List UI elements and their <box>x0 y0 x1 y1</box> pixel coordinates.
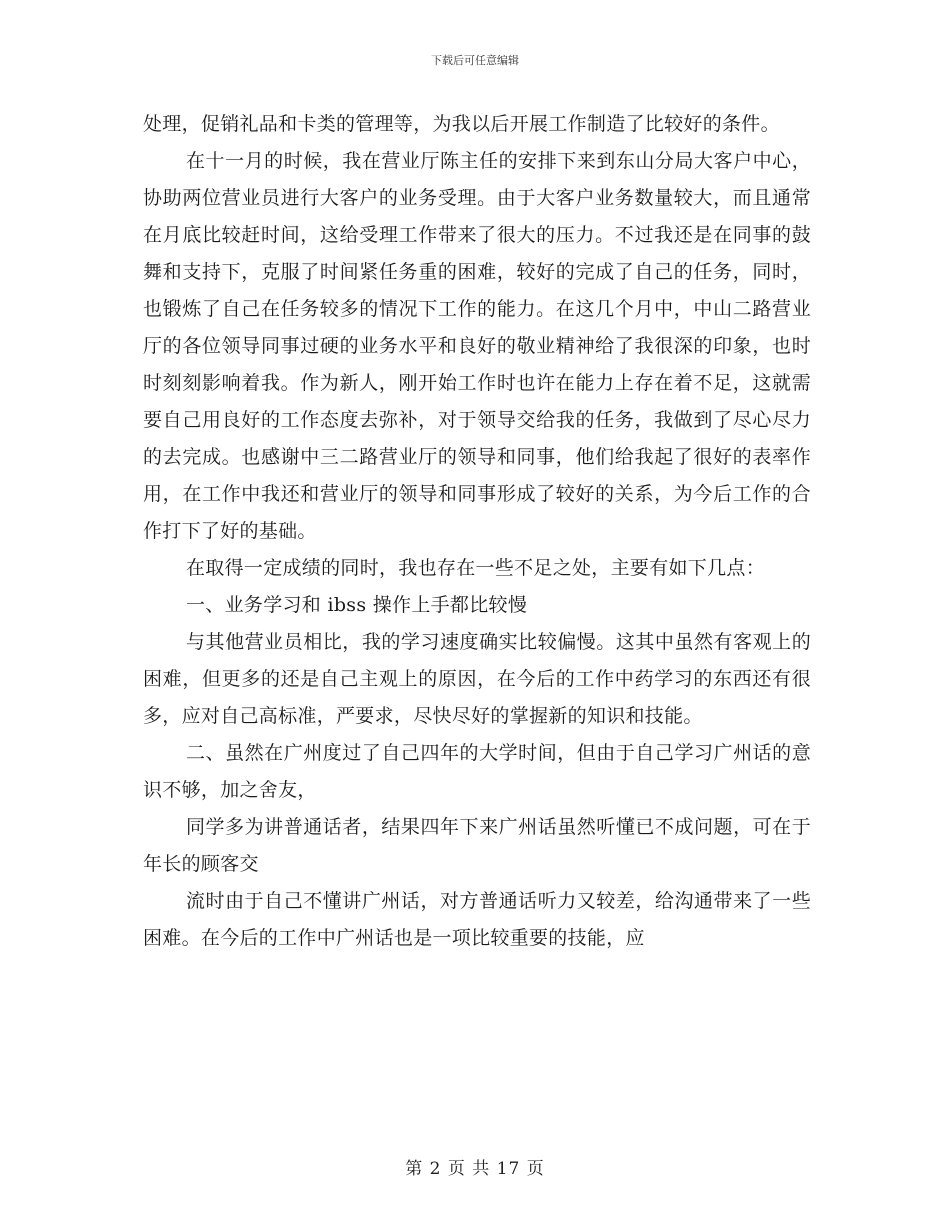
section-heading: 一、业务学习和 ibss 操作上手都比较慢 <box>186 594 528 616</box>
paragraph: 同学多为讲普通话者，结果四年下来广州话虽然听懂已不成问题，可在于年长的顾客交 <box>143 816 811 875</box>
page-header: 下载后可任意编辑 <box>431 54 519 67</box>
paragraph: 处理，促销礼品和卡类的管理等，为我以后开展工作制造了比较好的条件。 <box>143 113 780 135</box>
paragraph: 流时由于自己不懂讲广州话，对方普通话听力又较差，给沟通带来了一些困难。在今后的工作中广州话也是一项比较重要的技能，应 <box>143 890 811 949</box>
paragraph: 与其他营业员相比，我的学习速度确实比较偏慢。这其中虽然有客观上的困难，但更多的还是自己主观上的原因，在今后的工作中药学习的东西还有很多，应对自己高标准，严要求，尽快尽好的掌握新的知识和技能。 <box>143 631 811 727</box>
section-heading: 二、虽然在广州度过了自己四年的大学时间，但由于自己学习广州话的意识不够，加之舍友， <box>143 742 811 801</box>
document-body <box>143 106 811 957</box>
paragraph: 在十一月的时候，我在营业厅陈主任的安排下来到东山分局大客户中心，协助两位营业员进行大客户的业务受理。由于大客户业务数量较大，而且通常在月底比较赶时间，这给受理工作带来了很大的压力。不过我还是在同事的鼓舞和支持下，克服了时间紧任务重的困难，较好的完成了自己的任务，同时，也锻炼了自己在任务较多的情况下工作的能力。在这几个月中，中山二路营业厅的各位领导同事过硬的业务水平和良好的敬业精神给了我很深的印象，也时时刻刻影响着我。作为新人，刚开始工作时也许在能力上存在着不足，这就需要自己用良好的工作态度去弥补，对于领导交给我的任务，我做到了尽心尽力的去完成。也感谢中三二路营业厅的领导和同事，他们给我起了很好的表率作用，在工作中我还和营业厅的领导和同事形成了较好的关系，为今后工作的合作打下了好的基础。 <box>143 150 811 542</box>
paragraph: 在取得一定成绩的同时，我也存在一些不足之处，主要有如下几点： <box>186 557 766 579</box>
page-footer: 第 2 页 共 17 页 <box>405 1159 545 1179</box>
